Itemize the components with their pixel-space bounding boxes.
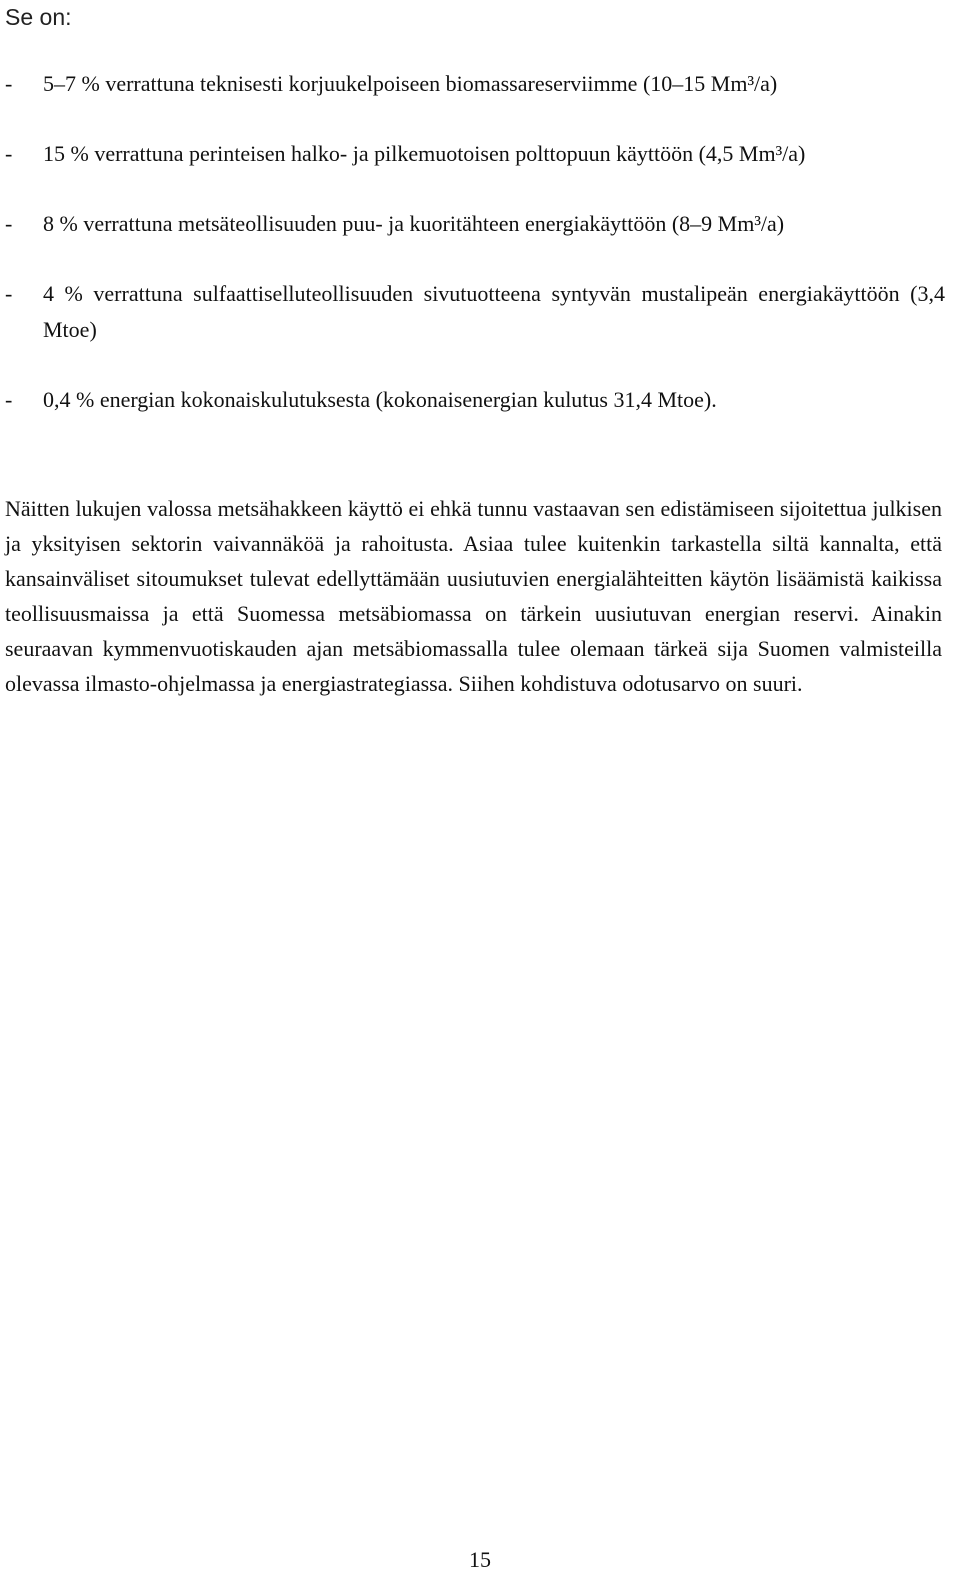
- list-item: [5, 206, 945, 242]
- list-marker: -: [5, 387, 13, 412]
- list-item-text: 0,4 % energian kokonaiskulutuksesta (kokonaisenergian kulutus 31,4 Mtoe).: [43, 387, 717, 412]
- list-marker: -: [5, 71, 13, 96]
- list-item-text: 8 % verrattuna metsäteollisuuden puu- ja kuoritähteen energiakäyttöön (8–9 Mm³/a): [43, 211, 785, 236]
- list-item-text: 15 % verrattuna perinteisen halko- ja pilkemuotoisen polttopuun käyttöön (4,5 Mm³/a): [43, 141, 806, 166]
- intro-text: Se on:: [5, 4, 72, 30]
- list-item: [5, 276, 945, 348]
- page-number: 15: [469, 1547, 491, 1572]
- list-marker: -: [5, 211, 13, 236]
- list-marker: -: [5, 141, 13, 166]
- statistics-list: [5, 66, 945, 452]
- list-marker: -: [5, 281, 13, 306]
- list-item-text: 5–7 % verrattuna teknisesti korjuukelpoiseen biomassareserviimme (10–15 Mm³/a): [43, 71, 778, 96]
- list-item-text: 4 % verrattuna sulfaattiselluteollisuuden sivutuotteena syntyvän mustalipeän energiakäyttöön (3,4 Mtoe): [43, 281, 945, 342]
- body-paragraph: Näitten lukujen valossa metsähakkeen käyttö ei ehkä tunnu vastaavan sen edistämiseen sijoitettua julkisen ja yksityisen sektorin vaivannäköä ja rahoitusta. Asiaa tulee kuitenkin tarkastella siltä kannalta, että kansainväliset sitoumukset tulevat edellyttämään uusiutuvien energialähteitten käytön lisäämistä kaikissa teollisuusmaissa ja että Suomessa metsäbiomassa on tärkein uusiutuvan energian reservi. Ainakin seuraavan kymmenvuotiskauden ajan metsäbiomassalla tulee olemaan tärkeä sija Suomen valmisteilla olevassa ilmasto-ohjelmassa ja energiastrategiassa. Siihen kohdistuva odotusarvo on suuri.: [5, 496, 942, 696]
- list-item: [5, 66, 945, 102]
- list-item: [5, 382, 945, 418]
- list-item: [5, 136, 945, 172]
